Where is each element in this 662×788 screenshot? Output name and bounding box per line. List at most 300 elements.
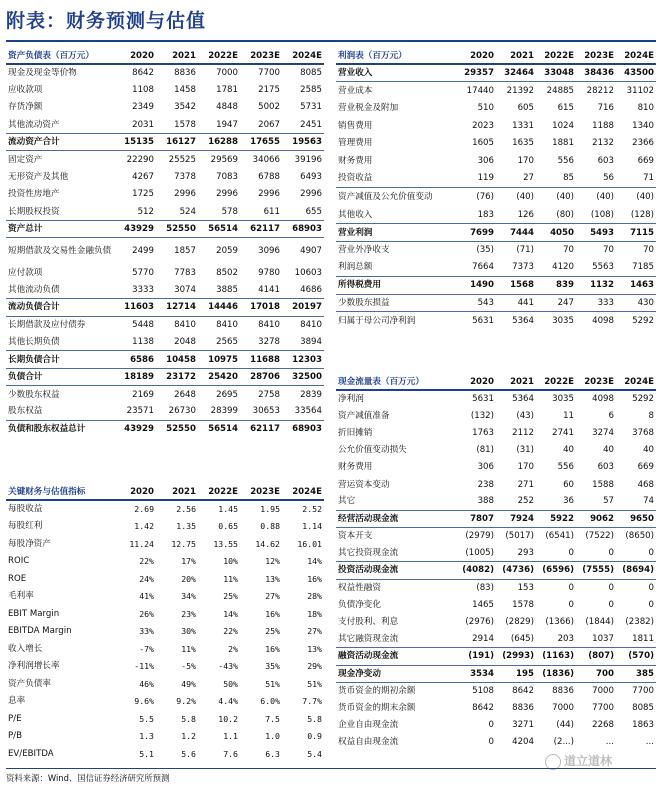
- cell-value: 11603: [114, 299, 156, 316]
- cell-value: (2993): [496, 648, 536, 665]
- cell-value: 1578: [174, 119, 196, 130]
- cell-value: 52550: [156, 221, 198, 238]
- cell-value: 24%: [139, 573, 154, 584]
- table-row: [336, 64, 656, 82]
- cashflow-table: [336, 374, 656, 751]
- cell-value: 36: [563, 496, 574, 507]
- cell-value: (31): [516, 445, 534, 456]
- cell-value: 8642: [132, 68, 154, 79]
- cell-value: 2067: [258, 119, 280, 130]
- cell-value: 5.4: [307, 748, 322, 759]
- row-label: ROE: [8, 573, 27, 584]
- cell-value: 16288: [198, 134, 240, 151]
- table-row: [6, 351, 324, 368]
- cell-value: 7378: [174, 172, 196, 183]
- cell-value: 0: [608, 599, 614, 610]
- cell-value: 0.88: [260, 521, 280, 532]
- cell-value: 28706: [240, 368, 282, 385]
- cell-value: 46%: [139, 678, 154, 689]
- cell-value: 74: [643, 496, 654, 507]
- cell-value: 4120: [552, 262, 574, 273]
- cell-value: 4907: [282, 238, 324, 264]
- row-label: 股东权益: [8, 406, 43, 417]
- row-label: 财务费用: [338, 155, 373, 166]
- cell-value: 57: [603, 496, 614, 507]
- table-row: [336, 259, 656, 277]
- cell-value: 39196: [282, 151, 324, 168]
- row-label: 货币资金的期末余额: [338, 702, 416, 713]
- table-row: [6, 264, 324, 281]
- table-row: [336, 648, 656, 665]
- row-label: 流动资产合计: [6, 134, 114, 151]
- row-label: 其它融资现金流: [338, 633, 399, 644]
- cell-value: 27%: [307, 626, 322, 637]
- cell-value: 40: [603, 445, 614, 456]
- cell-value: 468: [637, 479, 654, 490]
- cell-value: 29569: [198, 151, 240, 168]
- row-label: 资产减值及公允价值变动: [336, 187, 456, 206]
- row-label: 少数股东权益: [6, 386, 114, 403]
- cell-value: 23%: [181, 608, 196, 619]
- cell-value: (7522): [576, 528, 616, 545]
- cell-value: 16.01: [297, 538, 322, 549]
- year-header: 2022E: [536, 374, 576, 390]
- cell-value: 56514: [198, 420, 240, 437]
- table-row: [6, 535, 324, 553]
- cell-value: 25420: [198, 368, 240, 385]
- cell-value: 7000: [552, 702, 574, 713]
- cell-value: 238: [477, 479, 494, 490]
- cell-value: (44): [556, 720, 574, 731]
- row-label: 投资活动现金流: [336, 562, 456, 579]
- table-row: [336, 562, 656, 579]
- row-label: P/E: [8, 713, 22, 724]
- cell-value: 30653: [252, 406, 280, 417]
- cell-value: 3885: [216, 284, 238, 295]
- year-header: 2021: [496, 48, 536, 64]
- year-header: 2023E: [240, 48, 282, 64]
- year-header: 2021: [156, 48, 198, 64]
- cell-value: 2349: [132, 102, 154, 113]
- year-header: 2024E: [282, 48, 324, 64]
- cell-value: 0.65: [218, 521, 238, 532]
- cell-value: 68903: [282, 221, 324, 238]
- indicators-header-row: [6, 484, 324, 500]
- cell-value: 2996: [174, 189, 196, 200]
- row-label: 净利润: [336, 390, 456, 407]
- table-row: [6, 203, 324, 220]
- cell-value: 669: [637, 155, 654, 166]
- balance-header-row: [6, 48, 324, 64]
- cell-value: 5.5: [139, 713, 154, 724]
- cell-value: 70: [616, 241, 656, 259]
- cell-value: 556: [557, 155, 574, 166]
- cell-value: 51%: [307, 678, 322, 689]
- cell-value: 0: [488, 737, 494, 748]
- cell-value: 18189: [114, 368, 156, 385]
- cell-value: 8642: [496, 682, 536, 699]
- table-row: [6, 518, 324, 536]
- cell-value: 1340: [632, 120, 654, 131]
- cell-value: 10.2: [218, 713, 238, 724]
- cashflow-header-row: [336, 374, 656, 390]
- income-header-row: [336, 48, 656, 64]
- cell-value: 2169: [114, 386, 156, 403]
- cell-value: 1857: [156, 238, 198, 264]
- row-label: 营业税金及附加: [338, 102, 399, 113]
- row-label: 投资收益: [338, 173, 373, 184]
- cell-value: 70: [536, 241, 576, 259]
- cell-value: (1366): [545, 617, 574, 628]
- table-row: [336, 442, 656, 459]
- cell-value: 6.3: [265, 748, 280, 759]
- cell-value: 20197: [282, 299, 324, 316]
- table-row: [336, 459, 656, 476]
- cell-value: 716: [597, 102, 614, 113]
- cell-value: 25%: [223, 591, 238, 602]
- cell-value: 38436: [576, 64, 616, 82]
- cell-value: 2048: [174, 336, 196, 347]
- table-row: [6, 81, 324, 98]
- cell-value: 1725: [132, 189, 154, 200]
- cell-value: 14%: [223, 608, 238, 619]
- cell-value: 4.4%: [218, 696, 238, 707]
- cell-value: 1763: [472, 427, 494, 438]
- row-label: 货币资金的期初余额: [336, 682, 456, 699]
- row-label: 归属于母公司净利润: [336, 312, 456, 330]
- cell-value: (4736): [496, 562, 536, 579]
- cell-value: 5731: [300, 102, 322, 113]
- cell-value: 9650: [616, 510, 656, 527]
- balance-sheet-table: [6, 48, 324, 438]
- cell-value: 9062: [576, 510, 616, 527]
- cell-value: (2979): [456, 528, 496, 545]
- table-row: [6, 64, 324, 81]
- cell-value: 1.1: [223, 731, 238, 742]
- cell-value: 4267: [132, 172, 154, 183]
- cell-value: 1490: [456, 277, 496, 295]
- table-row: [6, 168, 324, 185]
- cell-value: 195: [496, 665, 536, 682]
- table-row: [6, 281, 324, 298]
- cell-value: 1465: [472, 599, 494, 610]
- row-label: 应收款项: [8, 85, 43, 96]
- cell-value: 32464: [496, 64, 536, 82]
- indicators-table: [6, 484, 324, 763]
- cell-value: 700: [576, 665, 616, 682]
- year-header: 2024E: [616, 374, 656, 390]
- row-label: 营运资本变动: [338, 479, 390, 490]
- cell-value: 2.52: [302, 504, 322, 515]
- cell-value: 5292: [616, 312, 656, 330]
- cell-value: (43): [516, 410, 534, 421]
- table-row: [6, 570, 324, 588]
- cell-value: 11%: [223, 573, 238, 584]
- cell-value: 7185: [632, 262, 654, 273]
- cell-value: 1108: [132, 85, 154, 96]
- cell-value: 3274: [592, 427, 614, 438]
- cell-value: 7700: [616, 682, 656, 699]
- table-row: [336, 187, 656, 206]
- table-row: [6, 623, 324, 641]
- cell-value: 41%: [139, 591, 154, 602]
- cell-value: 7115: [616, 224, 656, 242]
- table-row: [336, 390, 656, 407]
- cell-value: ...: [645, 737, 654, 748]
- table-row: [6, 221, 324, 238]
- cell-value: (8694): [616, 562, 656, 579]
- cell-value: 1037: [592, 633, 614, 644]
- cell-value: (1005): [465, 548, 494, 559]
- cell-value: 26%: [139, 608, 154, 619]
- cell-value: 7.7%: [302, 696, 322, 707]
- cell-value: (8650): [616, 528, 656, 545]
- cell-value: 32500: [282, 368, 324, 385]
- cell-value: 17018: [240, 299, 282, 316]
- year-header: 2020: [114, 48, 156, 64]
- cell-value: (1163): [536, 648, 576, 665]
- cell-value: (2...): [553, 737, 574, 748]
- table-row: [336, 134, 656, 152]
- table-row: [336, 424, 656, 441]
- cell-value: 7444: [496, 224, 536, 242]
- cell-value: (40): [536, 187, 576, 206]
- cell-value: 9.6%: [134, 696, 154, 707]
- row-label: 流动负债合计: [6, 299, 114, 316]
- cell-value: 4141: [258, 284, 280, 295]
- table-row: [6, 500, 324, 518]
- cell-value: 2565: [216, 336, 238, 347]
- cell-value: 31102: [616, 82, 656, 100]
- row-label: 企业自由现金流: [338, 720, 399, 731]
- cell-value: 5.1: [139, 748, 154, 759]
- cell-value: 0: [648, 599, 654, 610]
- cell-value: (128): [630, 209, 654, 220]
- cell-value: 8: [648, 410, 654, 421]
- row-label: EBITDA Margin: [8, 626, 72, 637]
- page-title: 附表：财务预测与估值: [6, 10, 207, 32]
- cell-value: 2268: [592, 720, 614, 731]
- cell-value: 14.62: [255, 538, 280, 549]
- table-row: [336, 682, 656, 699]
- table-row: [336, 665, 656, 682]
- cell-value: 12303: [282, 351, 324, 368]
- cell-value: 5922: [536, 510, 576, 527]
- cell-value: 2741: [552, 427, 574, 438]
- cell-value: 16%: [265, 643, 280, 654]
- cell-value: 25525: [156, 151, 198, 168]
- cell-value: 119: [477, 173, 494, 184]
- cell-value: -5%: [181, 661, 196, 672]
- cell-value: 40: [563, 445, 574, 456]
- cell-value: 8836: [512, 702, 534, 713]
- row-label: 投资性房地产: [8, 189, 60, 200]
- title-rule: [6, 40, 656, 42]
- cell-value: 306: [477, 155, 494, 166]
- table-row: [336, 241, 656, 259]
- row-label: 存货净额: [8, 102, 43, 113]
- cell-value: 8410: [156, 316, 198, 333]
- cell-value: 0: [568, 599, 574, 610]
- cell-value: 23571: [126, 406, 154, 417]
- table-row: [336, 528, 656, 545]
- cell-value: 1138: [132, 336, 154, 347]
- cell-value: 33%: [139, 626, 154, 637]
- year-header: 2021: [156, 484, 198, 500]
- cell-value: (645): [510, 633, 534, 644]
- cell-value: 5493: [576, 224, 616, 242]
- cell-value: 7.5: [265, 713, 280, 724]
- cell-value: 5364: [496, 390, 536, 407]
- cell-value: 8502: [216, 267, 238, 278]
- cell-value: (2829): [505, 617, 534, 628]
- cell-value: 24885: [536, 82, 576, 100]
- cell-value: 2839: [282, 386, 324, 403]
- cell-value: 56514: [198, 221, 240, 238]
- cell-value: 8410: [282, 316, 324, 333]
- cell-value: 306: [477, 462, 494, 473]
- table-row: [6, 693, 324, 711]
- row-label: 短期借款及交易性金融负债: [6, 238, 114, 264]
- row-label: 融资活动现金流: [336, 648, 456, 665]
- cell-value: 43929: [114, 420, 156, 437]
- cell-value: 16127: [156, 134, 198, 151]
- cell-value: 3333: [132, 284, 154, 295]
- cell-value: 7000: [576, 682, 616, 699]
- cell-value: 5108: [456, 682, 496, 699]
- cell-value: 2366: [632, 138, 654, 149]
- row-label: EV/EBITDA: [8, 748, 54, 759]
- cell-value: 70: [576, 241, 616, 259]
- row-label: 其他收入: [338, 209, 373, 220]
- cell-value: 3768: [632, 427, 654, 438]
- cell-value: 25%: [265, 626, 280, 637]
- table-row: [6, 116, 324, 133]
- cell-value: 2499: [114, 238, 156, 264]
- row-label: 每股收益: [8, 504, 43, 515]
- row-label: 其它投资现金流: [338, 548, 399, 559]
- cell-value: 655: [305, 206, 322, 217]
- cell-value: 0: [568, 548, 574, 559]
- year-header: 2021: [496, 374, 536, 390]
- cell-value: 8085: [632, 702, 654, 713]
- table-row: [336, 99, 656, 117]
- row-label: 少数股东损益: [336, 294, 456, 312]
- table-row: [6, 588, 324, 606]
- cell-value: 252: [517, 496, 534, 507]
- cell-value: 62117: [240, 420, 282, 437]
- cell-value: 2758: [240, 386, 282, 403]
- table-row: [336, 170, 656, 188]
- year-header: 2020: [456, 48, 496, 64]
- cell-value: 9.2%: [176, 696, 196, 707]
- cell-value: 6586: [114, 351, 156, 368]
- cell-value: 17%: [181, 556, 196, 567]
- cell-value: 810: [637, 102, 654, 113]
- table-row: [336, 224, 656, 242]
- cell-value: (2382): [625, 617, 654, 628]
- table-row: [6, 728, 324, 746]
- cell-value: 2132: [592, 138, 614, 149]
- cell-value: 1.45: [218, 504, 238, 515]
- cell-value: 14%: [307, 556, 322, 567]
- cell-value: 271: [517, 479, 534, 490]
- cell-value: 7664: [472, 262, 494, 273]
- cell-value: 26730: [168, 406, 196, 417]
- cell-value: 10%: [223, 556, 238, 567]
- cell-value: 5448: [114, 316, 156, 333]
- cell-value: 1132: [576, 277, 616, 295]
- cell-value: 1463: [616, 277, 656, 295]
- table-row: [336, 407, 656, 424]
- cell-value: 0: [576, 579, 616, 596]
- cell-value: 1.35: [176, 521, 196, 532]
- row-label: 长期负债合计: [6, 351, 114, 368]
- cell-value: 10975: [198, 351, 240, 368]
- income-header: 利润表（百万元）: [336, 48, 456, 64]
- cell-value: 71: [643, 173, 654, 184]
- indicators-header: 关键财务与估值指标: [6, 484, 114, 500]
- income-statement-table: [336, 48, 656, 329]
- cell-value: 20%: [181, 573, 196, 584]
- row-label: 营业成本: [336, 82, 456, 100]
- cell-value: 3278: [258, 336, 280, 347]
- cell-value: 4686: [300, 284, 322, 295]
- row-label: 其它: [338, 496, 356, 507]
- cell-value: 7083: [216, 172, 238, 183]
- cell-value: 28212: [576, 82, 616, 100]
- cell-value: 7373: [512, 262, 534, 273]
- row-label: 负债净变化: [338, 599, 381, 610]
- table-row: [6, 316, 324, 333]
- cell-value: 430: [616, 294, 656, 312]
- cell-value: 3271: [512, 720, 534, 731]
- cell-value: 33564: [294, 406, 322, 417]
- table-row: [336, 117, 656, 135]
- table-row: [6, 420, 324, 437]
- row-label: 净利润增长率: [8, 661, 60, 672]
- cell-value: 7807: [456, 510, 496, 527]
- cell-value: 49%: [181, 678, 196, 689]
- table-row: [6, 640, 324, 658]
- cell-value: 22%: [223, 626, 238, 637]
- year-header: 2020: [456, 374, 496, 390]
- cell-value: (83): [456, 579, 496, 596]
- cell-value: 29357: [456, 64, 496, 82]
- cell-value: 21392: [496, 82, 536, 100]
- cell-value: 611: [263, 206, 280, 217]
- table-row: [336, 493, 656, 510]
- cell-value: 1.2: [181, 731, 196, 742]
- cell-value: 7700: [258, 68, 280, 79]
- cell-value: 1024: [552, 120, 574, 131]
- cell-value: (35): [456, 241, 496, 259]
- cell-value: 6.0%: [260, 696, 280, 707]
- cell-value: 68903: [282, 420, 324, 437]
- table-row: [336, 277, 656, 295]
- cell-value: 11688: [240, 351, 282, 368]
- cell-value: 12.75: [171, 538, 196, 549]
- cell-value: 183: [477, 209, 494, 220]
- cell-value: 52550: [156, 420, 198, 437]
- cell-value: 605: [517, 102, 534, 113]
- table-row: [6, 333, 324, 350]
- cell-value: 5631: [456, 312, 496, 330]
- cell-value: (132): [470, 410, 494, 421]
- table-row: [336, 631, 656, 648]
- table-row: [6, 299, 324, 316]
- cell-value: 11.24: [129, 538, 154, 549]
